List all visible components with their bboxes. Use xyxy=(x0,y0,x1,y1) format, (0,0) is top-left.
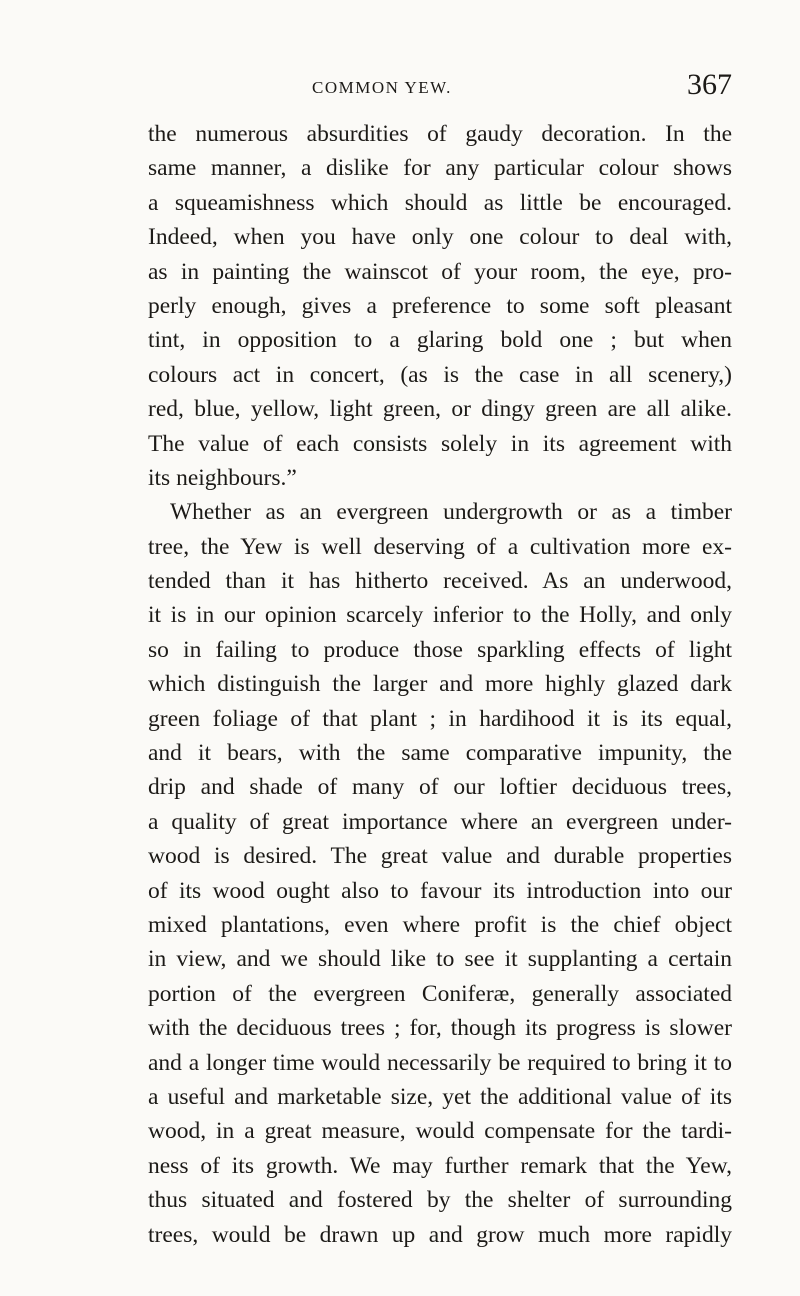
text-line: tended than it has hitherto received. As an underwood, xyxy=(148,568,732,595)
text-line: drip and shade of many of our loftier deciduous trees, xyxy=(148,774,732,801)
text-line: which distinguish the larger and more highly glazed dark xyxy=(148,671,732,698)
text-line: it is in our opinion scarcely inferior to the Holly, and only xyxy=(148,602,732,629)
body-text xyxy=(148,117,732,1252)
text-line: wood, in a great measure, would compensate for the tardi- xyxy=(148,1118,732,1145)
text-line: as in painting the wainscot of your room, the eye, pro- xyxy=(148,258,732,285)
page-header xyxy=(148,64,732,104)
text-line: perly enough, gives a preference to some soft pleasant xyxy=(148,292,732,319)
text-line: tint, in opposition to a glaring bold one ; but when xyxy=(148,327,732,354)
text-line: and it bears, with the same comparative impunity, the xyxy=(148,740,732,767)
text-line: green foliage of that plant ; in hardihood it is its equal, xyxy=(148,705,732,732)
text-line: its neighbours.” xyxy=(148,464,297,491)
text-line: a quality of great importance where an evergreen under- xyxy=(148,808,732,835)
text-line: The value of each consists solely in its agreement with xyxy=(148,430,732,457)
text-line: wood is desired. The great value and durable properties xyxy=(148,843,732,870)
text-line: a useful and marketable size, yet the additional value of its xyxy=(148,1083,732,1110)
text-line: same manner, a dislike for any particular colour shows xyxy=(148,155,732,182)
page-number: 367 xyxy=(687,68,732,101)
text-line: portion of the evergreen Coniferæ, generally associated xyxy=(148,980,732,1007)
text-line: of its wood ought also to favour its introduction into our xyxy=(148,877,732,904)
text-line: ness of its growth. We may further remark that the Yew, xyxy=(148,1152,732,1179)
running-title: COMMON YEW. xyxy=(312,78,452,97)
text-line: thus situated and fostered by the shelter of surrounding xyxy=(148,1187,732,1214)
text-line: Indeed, when you have only one colour to deal with, xyxy=(148,224,732,251)
text-line: trees, would be drawn up and grow much more rapidly xyxy=(148,1221,732,1248)
text-line: Whether as an evergreen undergrowth or as a timber xyxy=(170,499,732,526)
text-line: mixed plantations, even where profit is the chief object xyxy=(148,911,732,938)
text-line: a squeamishness which should as little be encouraged. xyxy=(148,189,732,216)
text-line: and a longer time would necessarily be required to bring it to xyxy=(148,1049,732,1076)
text-line: tree, the Yew is well deserving of a cultivation more ex- xyxy=(148,533,732,560)
text-line: colours act in concert, (as is the case in all scenery,) xyxy=(148,361,732,388)
text-line: so in failing to produce those sparkling effects of light xyxy=(148,636,732,663)
text-line: in view, and we should like to see it supplanting a certain xyxy=(148,946,732,973)
text-line: red, blue, yellow, light green, or dingy green are all alike. xyxy=(148,396,732,423)
text-line: the numerous absurdities of gaudy decoration. In the xyxy=(148,121,732,147)
text-line: with the deciduous trees ; for, though its progress is slower xyxy=(148,1015,732,1042)
